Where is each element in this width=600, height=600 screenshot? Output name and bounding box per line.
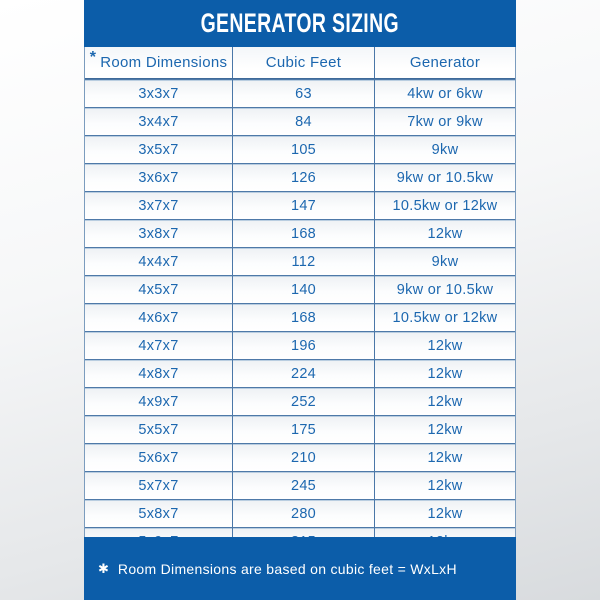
cell-generator: 7kw or 9kw [407,113,483,130]
cell-room-dimensions: 3x4x7 [85,108,233,135]
cell-generator: 9kw [431,253,459,270]
table-row [85,303,515,331]
cell-room-dimensions: 5x5x7 [85,416,233,443]
table-row [85,275,515,303]
header-generator: Generator [409,54,481,71]
header-room-dimensions-label: Room Dimensions [100,54,228,71]
page-title: GENERATOR SIZING [200,8,400,38]
table-header-row [85,47,515,79]
cell-generator: 9kw or 10.5kw [396,169,494,186]
cell-generator: 9kw or 10.5kw [396,281,494,298]
cell-room-dimensions: 5x7x7 [85,472,233,499]
cell-generator: 12kw [427,337,463,354]
cell-room-dimensions: 4x7x7 [85,332,233,359]
cell-cubic-feet: 245 [233,472,375,499]
header-room-dimensions [85,47,233,78]
cell-room-dimensions: 3x5x7 [85,136,233,163]
sizing-table [84,47,516,555]
cell-generator: 4kw or 6kw [407,85,483,102]
cell-room-dimensions: 3x3x7 [85,80,233,107]
cell-cubic-feet: 112 [233,248,375,275]
title-band [84,0,516,47]
cell-generator: 10.5kw or 12kw [392,197,498,214]
generator-sizing-flyer [84,0,516,600]
table-row [85,443,515,471]
cell-cubic-feet: 224 [233,360,375,387]
table-row [85,387,515,415]
cell-generator: 12kw [427,449,463,466]
cell-cubic-feet: 210 [233,444,375,471]
cell-room-dimensions: 4x6x7 [85,304,233,331]
cell-cubic-feet: 280 [233,500,375,527]
table-row [85,219,515,247]
cell-cubic-feet: 196 [233,332,375,359]
cell-cubic-feet: 84 [233,108,375,135]
table-row [85,415,515,443]
cell-room-dimensions: 5x6x7 [85,444,233,471]
table-row [85,79,515,107]
cell-room-dimensions: 5x8x7 [85,500,233,527]
cell-generator: 10.5kw or 12kw [392,309,498,326]
header-cubic-feet: Cubic Feet [233,47,375,78]
table-row [85,163,515,191]
cell-cubic-feet: 105 [233,136,375,163]
cell-generator: 12kw [427,505,463,522]
cell-generator: 12kw [427,421,463,438]
cell-cubic-feet: 147 [233,192,375,219]
cell-room-dimensions: 3x8x7 [85,220,233,247]
cell-generator: 12kw [427,477,463,494]
table-row [85,331,515,359]
cell-cubic-feet: 168 [233,304,375,331]
cell-room-dimensions: 3x6x7 [85,164,233,191]
cell-cubic-feet: 140 [233,276,375,303]
cell-generator: 12kw [427,393,463,410]
cell-cubic-feet: 126 [233,164,375,191]
table-row [85,499,515,527]
cell-generator: 12kw [427,225,463,242]
cell-cubic-feet: 168 [233,220,375,247]
table-row [85,107,515,135]
cell-room-dimensions: 4x4x7 [85,248,233,275]
table-row [85,359,515,387]
table-row [85,247,515,275]
table-row [85,135,515,163]
footer-band [84,537,516,600]
cell-room-dimensions: 4x5x7 [85,276,233,303]
table-body [85,79,515,555]
cell-room-dimensions: 3x7x7 [85,192,233,219]
cell-room-dimensions: 4x8x7 [85,360,233,387]
cell-cubic-feet: 252 [233,388,375,415]
cell-generator: 9kw [431,141,459,158]
footnote-asterisk-icon: ✱ [98,560,109,576]
cell-generator: 12kw [427,365,463,382]
table-row [85,471,515,499]
cell-cubic-feet: 175 [233,416,375,443]
footnote-text: Room Dimensions are based on cubic feet = WxLxH [117,560,457,577]
cell-room-dimensions: 4x9x7 [85,388,233,415]
cell-cubic-feet: 63 [233,80,375,107]
asterisk-marker: * [89,48,97,66]
table-row [85,191,515,219]
